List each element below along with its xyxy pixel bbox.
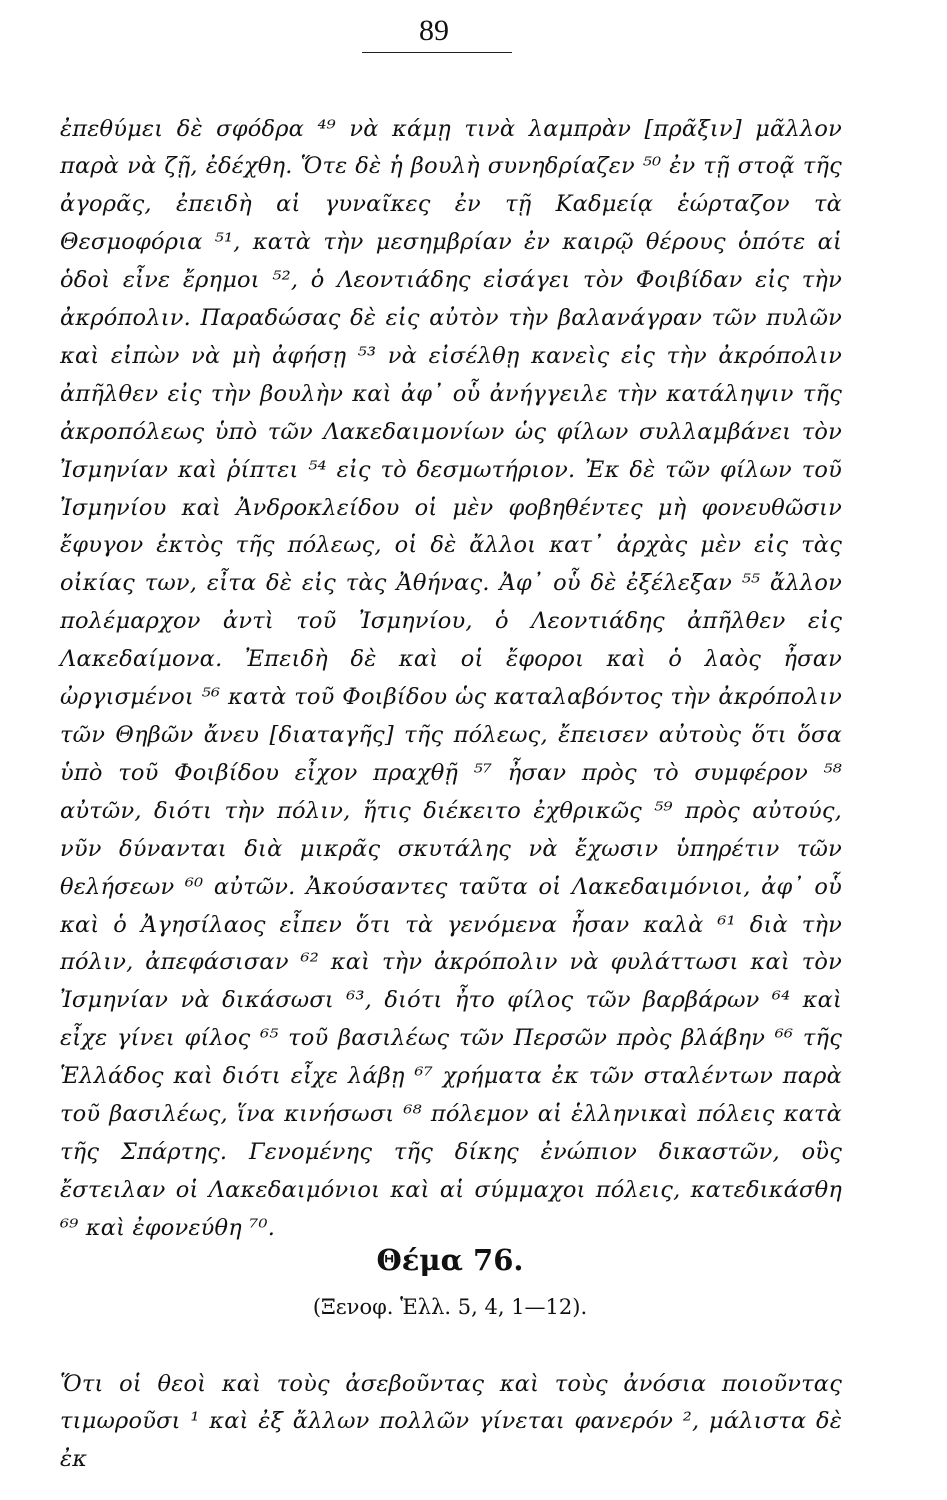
page-number: 89 — [419, 14, 449, 47]
main-paragraph: ἐπεθύμει δὲ σφόδρα ⁴⁹ νὰ κάμῃ τινὰ λαμπρὰν [πρᾶξιν] μᾶλλον παρὰ νὰ ζῇ, ἐδέχθη. Ὅτε δὲ ἡ βουλὴ συνηδρίαζεν ⁵⁰ ἐν τῇ στοᾷ τῆς ἀγορᾶς, ἐπειδὴ αἱ γυναῖκες ἐν τῇ Καδμείᾳ ἑώρταζον τὰ Θεσμοφόρια ⁵¹, κατὰ τὴν μεσημβρίαν ἐν καιρῷ θέρους ὁπότε αἱ ὁδοὶ εἶνε ἔρημοι ⁵², ὁ Λεοντιάδης εἰσάγει τὸν Φοιβίδαν εἰς τὴν ἀκρόπολιν. Παραδώσας δὲ εἰς αὐτὸν τὴν βαλανάγραν τῶν πυλῶν καὶ εἰπὼν νὰ μὴ ἀφήσῃ ⁵³ νὰ εἰσέλθῃ κανεὶς εἰς τὴν ἀκρόπολιν ἀπῆλθεν εἰς τὴν βουλὴν καὶ ἀφ᾽ οὗ ἀνήγγειλε τὴν κατάληψιν τῆς ἀκροπόλεως ὑπὸ τῶν Λακεδαιμονίων ὡς φίλων συλλαμβάνει τὸν Ἰσμηνίαν καὶ ῥίπτει ⁵⁴ εἰς τὸ δεσμωτήριον. Ἐκ δὲ τῶν φίλων τοῦ Ἰσμηνίου καὶ Ἀνδροκλείδου οἱ μὲν φοβηθέντες μὴ φονευθῶσιν ἔφυγον ἐκτὸς τῆς πόλεως, οἱ δὲ ἄλλοι κατ᾽ ἀρχὰς μὲν εἰς τὰς οἰκίας των, εἶτα δὲ εἰς τὰς Ἀθήνας. Ἀφ᾽ οὗ δὲ ἐξέλεξαν ⁵⁵ ἄλλον πολέμαρχον ἀντὶ τοῦ Ἰσμηνίου, ὁ Λεοντιάδης ἀπῆλθεν εἰς Λακεδαίμονα. Ἐπειδὴ δὲ καὶ οἱ ἔφοροι καὶ ὁ λαὸς ἦσαν ὠργισμένοι ⁵⁶ κατὰ τοῦ Φοιβίδου ὡς καταλαβόντος τὴν ἀκρόπολιν τῶν Θηβῶν ἄνευ [διαταγῆς] τῆς πόλεως, ἔπεισεν αὐτοὺς ὅτι ὅσα ὑπὸ τοῦ Φοιβίδου εἶχον πραχθῇ ⁵⁷ ἦσαν πρὸς τὸ συμφέρον ⁵⁸ αὐτῶν, διότι τὴν πόλιν, ἥτις διέκειτο ἐχθρικῶς ⁵⁹ πρὸς αὐτούς, νῦν δύνανται διὰ μικρᾶς σκυτάλης νὰ ἔχωσιν ὑπηρέτιν τῶν θελήσεων ⁶⁰ αὐτῶν. Ἀκούσαντες ταῦτα οἱ Λακεδαιμόνιοι, ἀφ᾽ οὗ καὶ ὁ Ἀγησίλαος εἶπεν ὅτι τὰ γενόμενα ἦσαν καλὰ ⁶¹ διὰ τὴν πόλιν, ἀπεφάσισαν ⁶² καὶ τὴν ἀκρόπολιν νὰ φυλάττωσι καὶ τὸν Ἰσμηνίαν νὰ δικάσωσι ⁶³, διότι ἦτο φίλος τῶν βαρβάρων ⁶⁴ καὶ εἶχε γίνει φίλος ⁶⁵ τοῦ βασιλέως τῶν Περσῶν πρὸς βλάβην ⁶⁶ τῆς Ἑλλάδος καὶ διότι εἶχε λάβῃ ⁶⁷ χρήματα ἐκ τῶν σταλέντων παρὰ τοῦ βασιλέως, ἵνα κινήσωσι ⁶⁸ πόλεμον αἱ ἑλληνικαὶ πόλεις κατὰ τῆς Σπάρτης. Γενομένης τῆς δίκης ἐνώπιον δικαστῶν, οὓς ἔστειλαν οἱ Λακεδαιμόνιοι καὶ αἱ σύμμαχοι πόλεις, κατεδικάσθη ⁶⁹ καὶ ἐφονεύθη ⁷⁰. — [60, 115, 842, 1241]
header-rule — [362, 52, 512, 53]
next-paragraph: Ὅτι οἱ θεοὶ καὶ τοὺς ἀσεβοῦντας καὶ τοὺς ἀνόσια ποιοῦντας τιμωροῦσι ¹ καὶ ἐξ ἄλλων πολλῶν γίνεται φανερόν ², μάλιστα δὲ ἐκ — [60, 1370, 842, 1473]
source-citation: (Ξενοφ. Ἑλλ. 5, 4, 1—12). — [312, 1295, 588, 1319]
section-heading: Θέμα 76. — [376, 1243, 524, 1277]
